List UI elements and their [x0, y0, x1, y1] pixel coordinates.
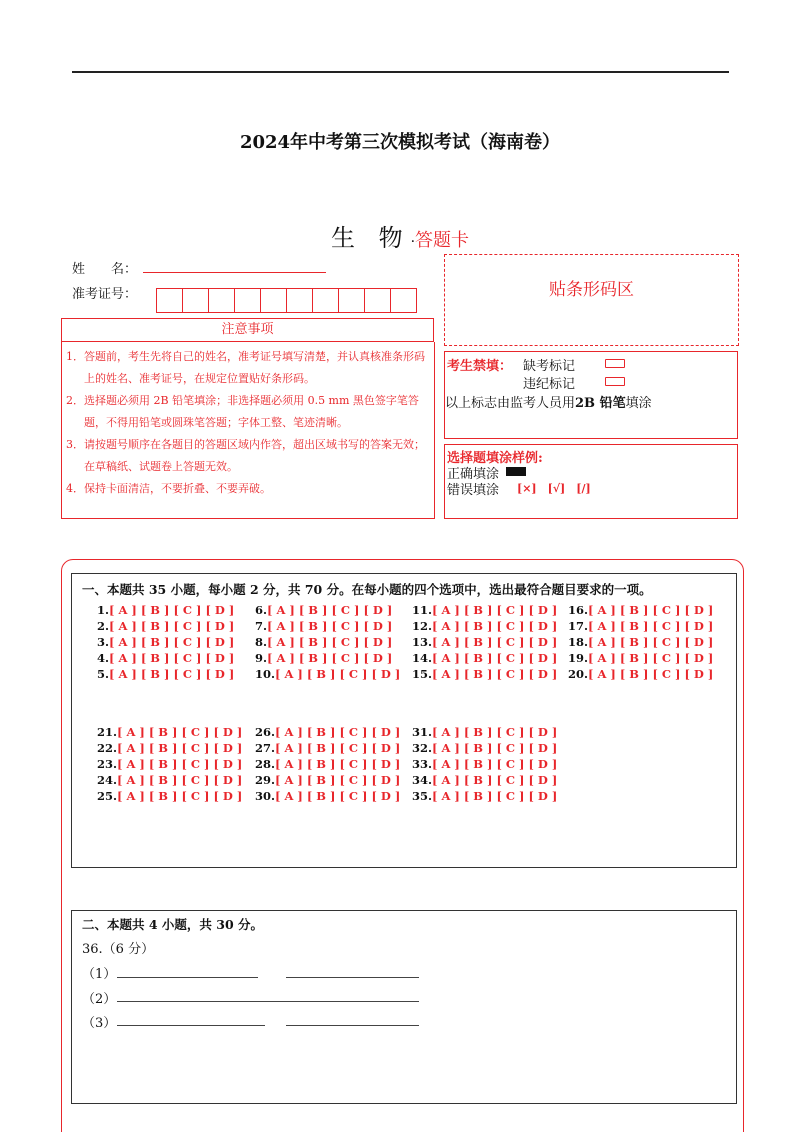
option-bubbles[interactable]: [ A ] [ B ] [ C ] [ D ]: [109, 635, 235, 649]
question-number: 7.: [255, 619, 268, 633]
wrong-fill-samples: [×] [√] [/]: [517, 482, 591, 495]
option-bubbles[interactable]: [ A ] [ B ] [ C ] [ D ]: [109, 667, 235, 681]
question-number: 2.: [97, 619, 110, 633]
section-2-title: 二、本题共 4 小题，共 30 分。: [82, 917, 264, 932]
option-bubbles[interactable]: [ A ] [ B ] [ C ] [ D ]: [117, 773, 243, 787]
top-rule: [72, 71, 729, 73]
question-number: 28.: [255, 757, 276, 771]
notice-box: [61, 342, 435, 519]
question-number: 8.: [255, 635, 268, 649]
section-1-box: [71, 573, 737, 868]
choice-question-20[interactable]: [568, 667, 713, 681]
q36-part1-label: （1）: [82, 967, 117, 982]
choice-question-29[interactable]: [255, 773, 400, 787]
question-number: 17.: [568, 619, 589, 633]
question-number: 35.: [412, 789, 433, 803]
choice-question-32[interactable]: [412, 741, 557, 755]
choice-question-2[interactable]: [97, 619, 234, 633]
id-digit-box[interactable]: [234, 288, 261, 313]
question-number: 10.: [255, 667, 276, 681]
question-number: 12.: [412, 619, 433, 633]
question-number: 29.: [255, 773, 276, 787]
option-bubbles[interactable]: [ A ] [ B ] [ C ] [ D ]: [267, 603, 393, 617]
q36-part2-line[interactable]: [117, 1001, 419, 1002]
exam-title: 2024年中考第三次模拟考试（海南卷）: [239, 132, 561, 153]
sample-title: 选择题填涂样例:: [447, 451, 543, 466]
name-field[interactable]: [143, 272, 326, 273]
question-number: 6.: [255, 603, 268, 617]
barcode-area: [444, 254, 739, 346]
violation-label: 违纪标记: [523, 377, 576, 392]
question-number: 4.: [97, 651, 110, 665]
correct-label: 正确填涂: [447, 467, 500, 482]
fill-sample-box: [444, 444, 738, 519]
notice-item-3: 3．请按题号顺序在各题目的答题区域内作答，超出区域书写的答案无效；在草稿纸、试题卷上答题无效。: [66, 438, 425, 473]
question-number: 24.: [97, 773, 118, 787]
option-bubbles[interactable]: [ A ] [ B ] [ C ] [ D ]: [275, 757, 401, 771]
option-bubbles[interactable]: [ A ] [ B ] [ C ] [ D ]: [267, 619, 393, 633]
question-number: 26.: [255, 725, 276, 739]
id-digit-box[interactable]: [338, 288, 365, 313]
subject-dot: ·: [410, 234, 416, 250]
option-bubbles[interactable]: [ A ] [ B ] [ C ] [ D ]: [432, 789, 558, 803]
notice-item-1: 1．答题前，考生先将自己的姓名，准考证号填写清楚，并认真核准条形码上的姓名、准考证号，在规定位置贴好条形码。: [66, 350, 425, 385]
option-bubbles[interactable]: [ A ] [ B ] [ C ] [ D ]: [267, 635, 393, 649]
question-number: 20.: [568, 667, 589, 681]
choice-question-12[interactable]: [412, 619, 557, 633]
choice-question-17[interactable]: [568, 619, 713, 633]
question-number: 21.: [97, 725, 118, 739]
choice-question-31[interactable]: [412, 725, 557, 739]
option-bubbles[interactable]: [ A ] [ B ] [ C ] [ D ]: [109, 651, 235, 665]
q36-part3-line-a[interactable]: [117, 1025, 265, 1026]
question-number: 23.: [97, 757, 118, 771]
choice-question-9[interactable]: [255, 651, 392, 665]
option-bubbles[interactable]: [ A ] [ B ] [ C ] [ D ]: [432, 651, 558, 665]
forbid-note-prefix: 以上标志由监考人员用: [445, 396, 576, 411]
answer-card-label: 答题卡: [415, 230, 470, 251]
id-number-boxes[interactable]: [156, 288, 416, 313]
option-bubbles[interactable]: [ A ] [ B ] [ C ] [ D ]: [275, 667, 401, 681]
option-bubbles[interactable]: [ A ] [ B ] [ C ] [ D ]: [109, 619, 235, 633]
option-bubbles[interactable]: [ A ] [ B ] [ C ] [ D ]: [109, 603, 235, 617]
section-2-box: [71, 910, 737, 1104]
choice-question-25[interactable]: [97, 789, 242, 803]
choice-question-8[interactable]: [255, 635, 392, 649]
forbid-note-suffix: 填涂: [625, 396, 652, 411]
q36-label: 36.（6 分）: [82, 942, 155, 957]
question-number: 33.: [412, 757, 433, 771]
choice-question-27[interactable]: [255, 741, 400, 755]
option-bubbles[interactable]: [ A ] [ B ] [ C ] [ D ]: [588, 651, 714, 665]
choice-question-5[interactable]: [97, 667, 234, 681]
id-digit-box[interactable]: [286, 288, 313, 313]
choice-question-28[interactable]: [255, 757, 400, 771]
question-number: 22.: [97, 741, 118, 755]
question-number: 18.: [568, 635, 589, 649]
question-number: 19.: [568, 651, 589, 665]
choice-question-4[interactable]: [97, 651, 234, 665]
question-number: 1.: [97, 603, 110, 617]
subject-title: [0, 218, 800, 253]
question-number: 11.: [412, 603, 433, 617]
option-bubbles[interactable]: [ A ] [ B ] [ C ] [ D ]: [432, 619, 558, 633]
option-bubbles[interactable]: [ A ] [ B ] [ C ] [ D ]: [588, 619, 714, 633]
q36-part1-line-a[interactable]: [117, 977, 258, 978]
forbid-title: 考生禁填：: [447, 359, 513, 374]
question-number: 5.: [97, 667, 110, 681]
choice-question-15[interactable]: [412, 667, 557, 681]
q36-part2-label: （2）: [82, 992, 117, 1007]
id-digit-box[interactable]: [390, 288, 417, 313]
choice-question-7[interactable]: [255, 619, 392, 633]
name-label: 姓 名：: [72, 262, 138, 277]
absent-mark-box[interactable]: [605, 359, 625, 368]
proctor-only-box: [444, 351, 738, 439]
choice-question-19[interactable]: [568, 651, 713, 665]
option-bubbles[interactable]: [ A ] [ B ] [ C ] [ D ]: [117, 725, 243, 739]
forbid-note-bold: 2B 铅笔: [575, 396, 626, 411]
option-bubbles[interactable]: [ A ] [ B ] [ C ] [ D ]: [275, 741, 401, 755]
question-number: 14.: [412, 651, 433, 665]
option-bubbles[interactable]: [ A ] [ B ] [ C ] [ D ]: [432, 757, 558, 771]
choice-question-10[interactable]: [255, 667, 400, 681]
option-bubbles[interactable]: [ A ] [ B ] [ C ] [ D ]: [432, 603, 558, 617]
absent-label: 缺考标记: [523, 359, 576, 374]
option-bubbles[interactable]: [ A ] [ B ] [ C ] [ D ]: [117, 757, 243, 771]
choice-question-26[interactable]: [255, 725, 400, 739]
option-bubbles[interactable]: [ A ] [ B ] [ C ] [ D ]: [588, 667, 714, 681]
violation-mark-box[interactable]: [605, 377, 625, 386]
wrong-label: 错误填涂: [447, 483, 500, 498]
forbid-note: [445, 392, 652, 411]
question-number: 34.: [412, 773, 433, 787]
option-bubbles[interactable]: [ A ] [ B ] [ C ] [ D ]: [432, 741, 558, 755]
choice-question-22[interactable]: [97, 741, 242, 755]
id-digit-box[interactable]: [312, 288, 339, 313]
option-bubbles[interactable]: [ A ] [ B ] [ C ] [ D ]: [432, 635, 558, 649]
choice-question-16[interactable]: [568, 603, 713, 617]
question-number: 27.: [255, 741, 276, 755]
q36-part1-line-b[interactable]: [286, 977, 419, 978]
section-1-title: 一、本题共 35 小题，每小题 2 分，共 70 分。在每小题的四个选项中，选出最符合题目要求的一项。: [82, 582, 652, 597]
q36-part3-line-b[interactable]: [286, 1025, 419, 1026]
question-number: 32.: [412, 741, 433, 755]
choice-question-11[interactable]: [412, 603, 557, 617]
notice-item-2: 2．选择题必须用 2B 铅笔填涂；非选择题必须用 0.5 mm 黑色签字笔答题，不得用铅笔或圆珠笔答题；字体工整、笔迹清晰。: [66, 394, 419, 429]
question-number: 16.: [568, 603, 589, 617]
choice-question-30[interactable]: [255, 789, 400, 803]
choice-question-33[interactable]: [412, 757, 557, 771]
option-bubbles[interactable]: [ A ] [ B ] [ C ] [ D ]: [432, 667, 558, 681]
option-bubbles[interactable]: [ A ] [ B ] [ C ] [ D ]: [275, 773, 401, 787]
question-number: 31.: [412, 725, 433, 739]
choice-question-13[interactable]: [412, 635, 557, 649]
option-bubbles[interactable]: [ A ] [ B ] [ C ] [ D ]: [117, 789, 243, 803]
choice-question-34[interactable]: [412, 773, 557, 787]
option-bubbles[interactable]: [ A ] [ B ] [ C ] [ D ]: [117, 741, 243, 755]
option-bubbles[interactable]: [ A ] [ B ] [ C ] [ D ]: [275, 725, 401, 739]
notice-item-4: 4．保持卡面清洁，不要折叠、不要弄破。: [66, 482, 271, 495]
choice-question-14[interactable]: [412, 651, 557, 665]
option-bubbles[interactable]: [ A ] [ B ] [ C ] [ D ]: [275, 789, 401, 803]
q36-part3-label: （3）: [82, 1016, 117, 1031]
question-number: 9.: [255, 651, 268, 665]
id-label: 准考证号：: [72, 287, 138, 302]
id-digit-box[interactable]: [364, 288, 391, 313]
choice-question-24[interactable]: [97, 773, 242, 787]
subject-name: 生 物: [330, 224, 411, 252]
notice-title: 注意事项: [61, 318, 434, 342]
choice-question-1[interactable]: [97, 603, 234, 617]
choice-question-18[interactable]: [568, 635, 713, 649]
option-bubbles[interactable]: [ A ] [ B ] [ C ] [ D ]: [432, 773, 558, 787]
question-number: 30.: [255, 789, 276, 803]
choice-question-23[interactable]: [97, 757, 242, 771]
option-bubbles[interactable]: [ A ] [ B ] [ C ] [ D ]: [432, 725, 558, 739]
question-number: 13.: [412, 635, 433, 649]
option-bubbles[interactable]: [ A ] [ B ] [ C ] [ D ]: [588, 635, 714, 649]
option-bubbles[interactable]: [ A ] [ B ] [ C ] [ D ]: [588, 603, 714, 617]
choice-question-35[interactable]: [412, 789, 557, 803]
option-bubbles[interactable]: [ A ] [ B ] [ C ] [ D ]: [267, 651, 393, 665]
question-number: 3.: [97, 635, 110, 649]
correct-fill-sample: [506, 467, 526, 476]
question-number: 25.: [97, 789, 118, 803]
id-digit-box[interactable]: [156, 288, 183, 313]
id-digit-box[interactable]: [182, 288, 209, 313]
choice-question-6[interactable]: [255, 603, 392, 617]
barcode-label: 贴条形码区: [549, 280, 634, 300]
choice-question-3[interactable]: [97, 635, 234, 649]
question-number: 15.: [412, 667, 433, 681]
choice-question-21[interactable]: [97, 725, 242, 739]
id-digit-box[interactable]: [208, 288, 235, 313]
id-digit-box[interactable]: [260, 288, 287, 313]
